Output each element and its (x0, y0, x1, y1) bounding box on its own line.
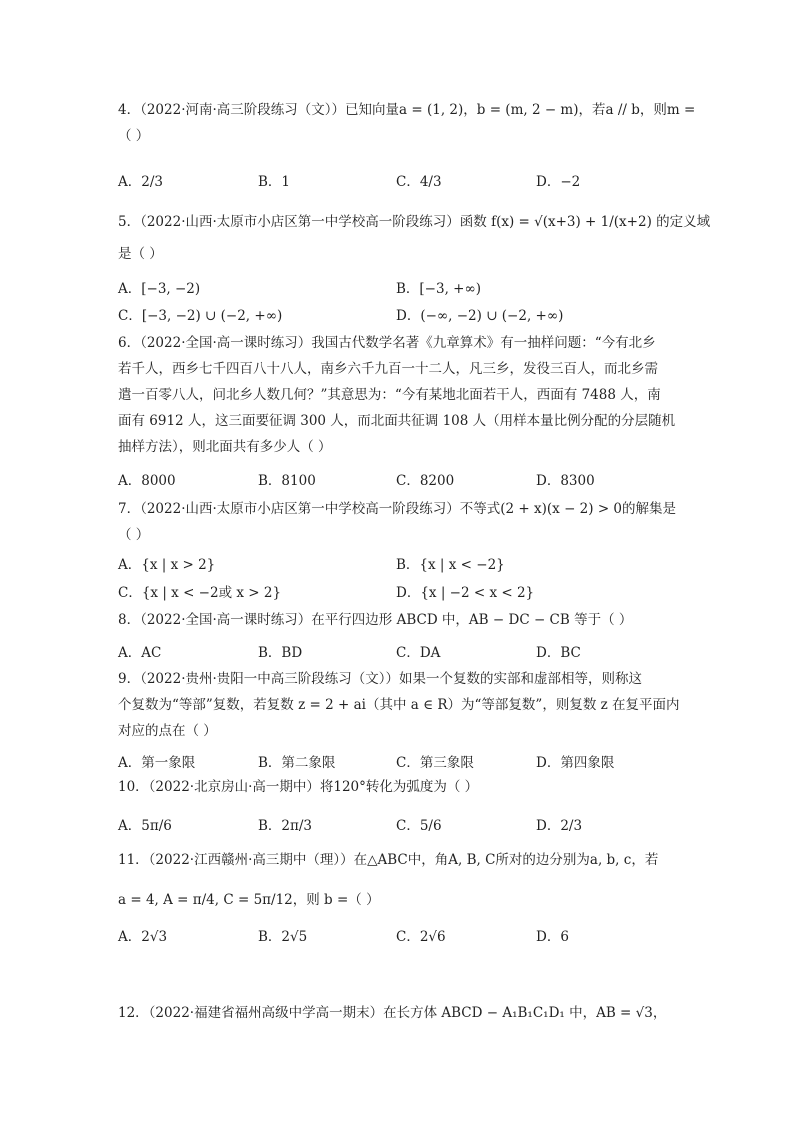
option-d[interactable]: D．6 (536, 929, 569, 945)
question-11-line-1: 11．（2022·江西赣州·高三期中（理））在△ABC中，角A, B, C所对的边分别为a, b, c，若 (118, 852, 659, 868)
question-8-line-1: 8．（2022·全国·高一课时练习）在平行四边形 ABCD 中，AB − DC − CB 等于（ ） (118, 612, 633, 628)
option-b[interactable]: B．1 (258, 174, 291, 190)
question-7-line-1: 7．（2022·山西·太原市小店区第一中学校高一阶段练习）不等式(2 + x)(x − 2) > 0的解集是 (118, 501, 677, 517)
option-b[interactable]: B．第二象限 (258, 755, 336, 771)
option-c[interactable]: C．第三象限 (396, 755, 474, 771)
option-d[interactable]: D．BC (536, 645, 581, 661)
question-6-line-3: 遣一百零八人，问北乡人数几何？”其意思为：“今有某地北面若干人，西面有 7488 人，南 (118, 387, 661, 403)
question-10 (118, 777, 678, 797)
option-d[interactable]: D．第四象限 (536, 755, 615, 771)
option-a[interactable]: A．[−3, −2) (118, 281, 201, 297)
question-6-line-1: 6．（2022·全国·高一课时练习）我国古代数学名著《九章算术》有一抽样问题：“今有北乡 (118, 335, 656, 351)
question-12-line-1: 12．（2022·福建省福州高级中学高一期末）在长方体 ABCD − A₁B₁C₁D₁ 中，AB = √3， (118, 1005, 667, 1021)
option-c[interactable]: C．8200 (396, 473, 455, 489)
question-8 (118, 610, 678, 630)
option-b[interactable]: B．2π/3 (258, 818, 313, 834)
question-4-line-2: （ ） (118, 128, 150, 144)
option-c[interactable]: C．5/6 (396, 818, 442, 834)
question-5-line-1: 5．（2022·山西·太原市小店区第一中学校高一阶段练习）函数 f(x) = √(x+3) + 1/(x+2) 的定义域 (118, 214, 711, 230)
question-7-line-2: （ ） (118, 527, 150, 543)
option-d[interactable]: D．2/3 (536, 818, 583, 834)
option-b[interactable]: B．BD (258, 645, 303, 661)
question-10-line-1: 10．（2022·北京房山·高一期中）将120°转化为弧度为（ ） (118, 779, 479, 795)
question-11 (118, 850, 678, 910)
option-a[interactable]: A．2√3 (118, 929, 168, 945)
option-c[interactable]: C．[−3, −2) ∪ (−2, +∞) (118, 308, 283, 324)
option-d[interactable]: D．−2 (536, 174, 581, 190)
option-a[interactable]: A．2/3 (118, 174, 163, 190)
option-c[interactable]: C．DA (396, 645, 441, 661)
option-a[interactable]: A．5π/6 (118, 818, 172, 834)
option-d[interactable]: D．{x | −2 < x < 2} (396, 585, 535, 601)
question-6 (118, 330, 678, 460)
question-7 (118, 496, 678, 548)
question-12 (118, 1003, 678, 1023)
question-4 (118, 100, 696, 146)
question-4-line-1: 4．（2022·河南·高三阶段练习（文））已知向量a = (1, 2)，b = (m, 2 − m)，若a // b，则m = (118, 102, 696, 118)
option-c[interactable]: C．4/3 (396, 174, 442, 190)
option-c[interactable]: C．{x | x < −2或 x > 2} (118, 585, 282, 601)
question-9-line-3: 对应的点在（ ） (118, 723, 217, 739)
option-d[interactable]: D．(−∞, −2) ∪ (−2, +∞) (396, 308, 564, 324)
question-9-line-2: 个复数为“等部”复数，若复数 z = 2 + ai（其中 a ∈ R）为“等部复数”，则复数 z 在复平面内 (118, 697, 680, 713)
option-a[interactable]: A．第一象限 (118, 755, 196, 771)
question-11-line-2: a = 4, A = π/4, C = 5π/12，则 b =（ ） (118, 892, 380, 908)
option-d[interactable]: D．8300 (536, 473, 595, 489)
question-6-line-4: 面有 6912 人，这三面要征调 300 人，而北面共征调 108 人（用样本量比例分配的分层随机 (118, 413, 676, 429)
question-9 (118, 666, 678, 744)
option-a[interactable]: A．{x | x > 2} (118, 557, 216, 573)
option-b[interactable]: B．{x | x < −2} (396, 557, 505, 573)
option-c[interactable]: C．2√6 (396, 929, 446, 945)
option-b[interactable]: B．[−3, +∞) (396, 281, 481, 297)
question-5 (118, 212, 711, 264)
question-5-line-2: 是（ ） (118, 246, 163, 262)
option-a[interactable]: A．AC (118, 645, 162, 661)
question-9-line-1: 9．（2022·贵州·贵阳一中高三阶段练习（文））如果一个复数的实部和虚部相等，则称这 (118, 671, 643, 687)
option-a[interactable]: A．8000 (118, 473, 176, 489)
question-6-line-5: 抽样方法），则北面共有多少人（ ） (118, 439, 332, 455)
option-b[interactable]: B．8100 (258, 473, 316, 489)
question-6-line-2: 若千人，西乡七千四百八十八人，南乡六千九百一十二人，凡三乡，发役三百人，而北乡需 (118, 361, 658, 377)
option-b[interactable]: B．2√5 (258, 929, 308, 945)
